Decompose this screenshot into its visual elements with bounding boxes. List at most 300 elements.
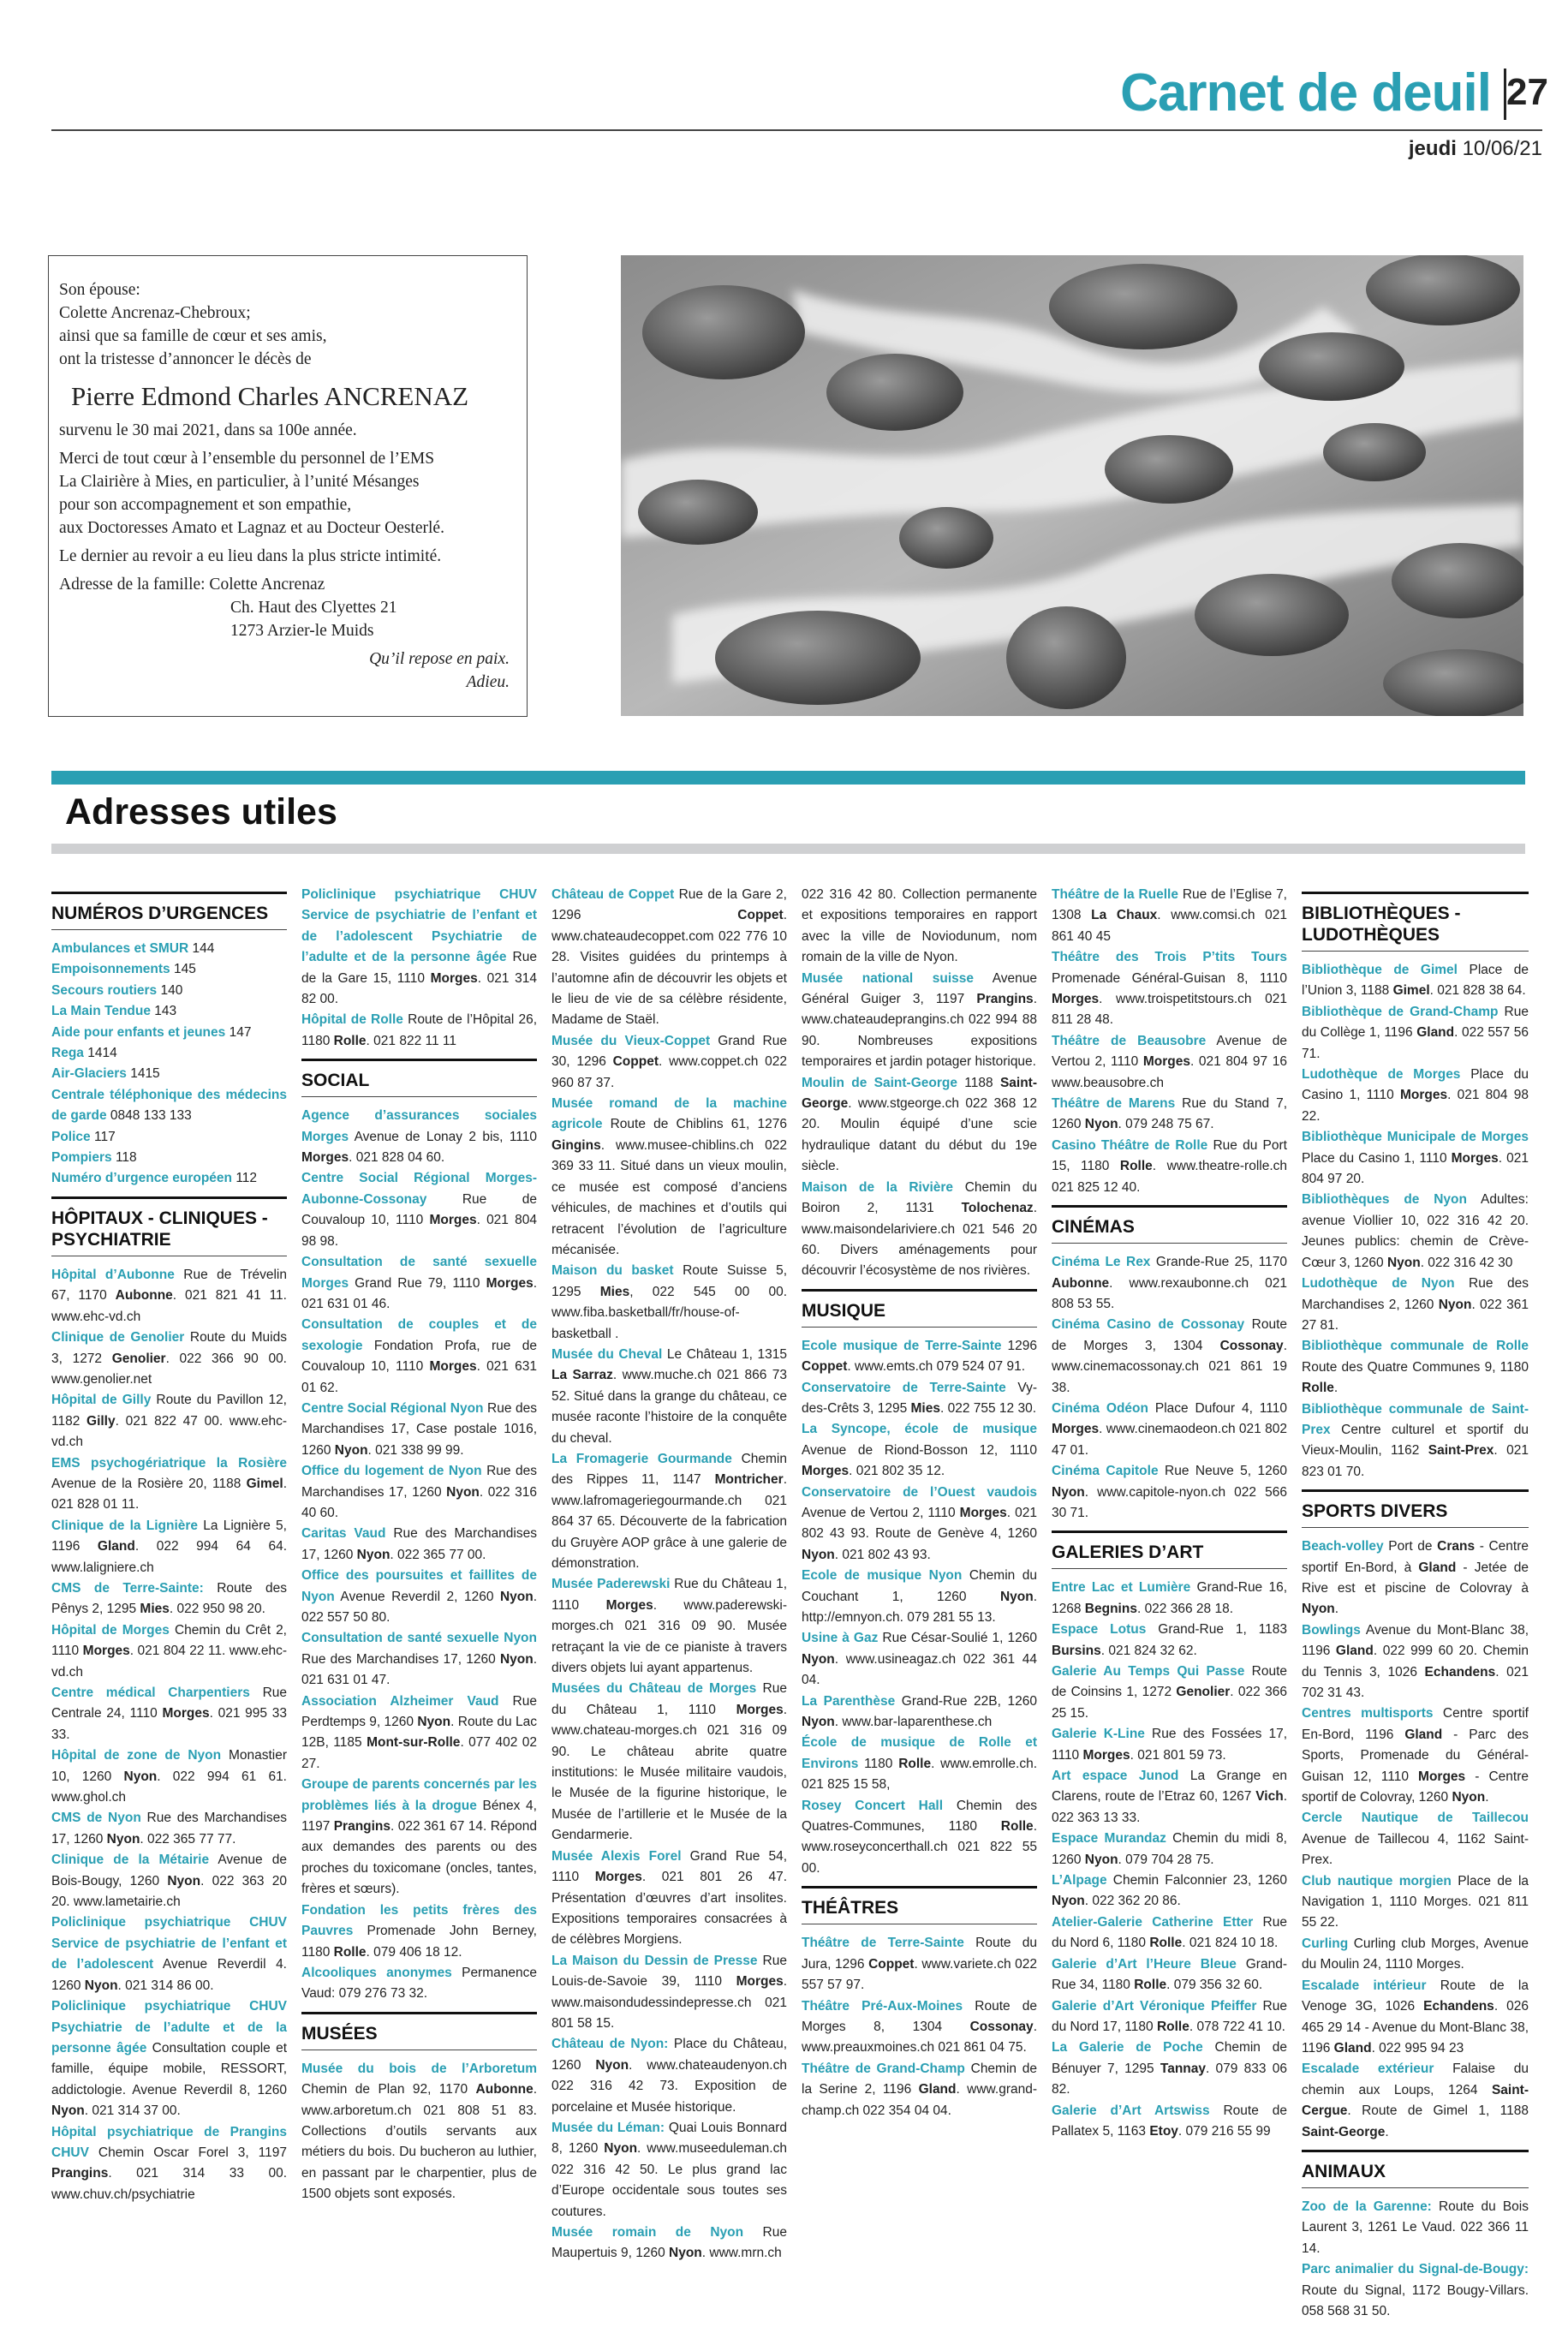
entry-text: Avenue de Vertou 2, 1110 (1052, 1033, 1287, 1070)
category-heading: ANIMAUX (1302, 2150, 1529, 2188)
address-entry (1302, 1703, 1529, 1808)
entry-text: . www.chateaudeprangins.ch 022 994 88 90. Nombreuses expositions temporaires et jardin potager historique. (802, 992, 1037, 1070)
entry-text: Route du Bois Laurent 3, 1261 Le Vaud. 022 366 11 14. (1302, 2199, 1529, 2256)
address-entry (51, 1127, 287, 1148)
address-entry (1052, 1136, 1287, 1198)
address-entry (301, 1775, 537, 1900)
category-heading: CINÉMAS (1052, 1205, 1287, 1244)
entry-text: Rue Louis-de-Savoie 39, 1110 (551, 1953, 787, 1990)
entry-text: . 021 804 97 20. (1302, 1150, 1529, 1187)
category-heading: BIBLIOTHÈQUES - LUDOTHÈQUES (1302, 892, 1529, 952)
entry-text: Place du Casino 1, 1110 (1302, 1067, 1529, 1103)
entry-text: Consultation couple et famille, équipe mobile, RESSORT, addictologie. Avenue Reverdil 8, 1260 (51, 2040, 288, 2097)
entry-text: Grand-Rue 34, 1180 (1052, 1956, 1287, 1993)
entry-locality: Morges (1142, 1054, 1190, 1070)
entry-name: Musée du Léman: (551, 2120, 665, 2135)
entry-locality: Nyon (1052, 1894, 1085, 1909)
entry-locality: Morges (1052, 1422, 1100, 1437)
entry-text: . 021 314 86 00. (117, 1978, 214, 1993)
entry-name: Centre Social Régional Morges-Aubonne-Cossonay (301, 1171, 537, 1207)
address-entry (1302, 1934, 1529, 1976)
entry-locality: Morges (1082, 1747, 1130, 1763)
address-entry (551, 2223, 787, 2264)
entry-text: - Jetée de Rive est et piscine de Colovray à (1302, 1560, 1529, 1596)
address-entry (802, 1796, 1037, 1880)
address-entry (551, 1261, 787, 1345)
entry-text: . 021 702 31 43. (1302, 1664, 1529, 1700)
entry-text: . www.mrn.ch (701, 2246, 782, 2261)
address-entry (1302, 1127, 1529, 1190)
entry-text: . 021 338 99 99. (367, 1442, 464, 1458)
entry-text: Rue des Marchandises 2, 1260 (1302, 1276, 1529, 1312)
entry-name: Curling (1302, 1936, 1349, 1951)
entry-text: . www.variete.ch 022 557 57 97. (802, 1956, 1037, 1993)
entry-text: 1180 (858, 1756, 899, 1771)
address-entry (1052, 1578, 1287, 1620)
entry-text: , 022 545 00 00. www.fiba.basketball/fr/house-of-basketball . (551, 1284, 787, 1341)
entry-text: . 022 557 50 80. (301, 1589, 537, 1625)
entry-locality: La Sarraz (551, 1368, 613, 1383)
entry-text: . 021 804 98 22. (1302, 1088, 1529, 1124)
address-entry (1302, 1399, 1529, 1483)
entry-text: 145 (170, 962, 196, 977)
entry-text: . www.usineagaz.ch 022 361 44 04. (802, 1651, 1037, 1688)
entry-locality: Genolier (1176, 1685, 1231, 1700)
entry-text: . 021 804 98 98. (301, 1213, 537, 1249)
entry-locality: Nyon (84, 1978, 118, 1993)
entry-text: Route Suisse 5, 1295 (551, 1263, 787, 1299)
entry-name: Bibliothèques de Nyon (1302, 1192, 1467, 1208)
entry-name: Ludothèque de Nyon (1302, 1276, 1455, 1292)
address-column-5 (1052, 885, 1287, 2142)
entry-text: Avenue du Mont-Blanc 38, 1196 (1302, 1622, 1529, 1659)
entry-text: Le Château 1, 1315 (662, 1346, 787, 1362)
entry-name: Ambulances et SMUR (51, 941, 189, 956)
entry-text: . 021 822 47 00. www.ehc-vd.ch (51, 1413, 287, 1450)
entry-locality: Morges (162, 1706, 210, 1721)
notice-intro-line: ainsi que sa famille de cœur et ses amis, (59, 327, 327, 345)
entry-name: Policlinique psychiatrique CHUV Service de psychiatrie de l’enfant et de l’adolescent (51, 1915, 287, 1972)
entry-text: Grand Rue 54, 1110 (551, 1848, 787, 1885)
entry-text: . 021 823 01 70. (1302, 1443, 1529, 1479)
notice-farewell: Le dernier au revoir a eu lieu dans la plus stricte intimité. (59, 547, 442, 565)
entry-text: Rue des Marchandises 17, 1260 (301, 1464, 537, 1500)
entry-name: Secours routiers (51, 982, 158, 998)
entry-name: Usine à Gaz (802, 1631, 879, 1646)
entry-name: Musée du bois de l’Arboretum (301, 2061, 537, 2076)
address-entry (1052, 1094, 1287, 1136)
entry-name: Empoisonnements (51, 962, 170, 977)
entry-locality: Aubonne (475, 2082, 534, 2097)
entry-locality: Saint-George (802, 1075, 1037, 1112)
entry-text: Promenade John Berney, 1180 (301, 1924, 537, 1960)
address-entry (802, 1483, 1037, 1566)
entry-text: Avenue Reverdil 4. 1260 (51, 1957, 287, 1993)
address-entry (1052, 1871, 1287, 1912)
entry-name: Agence d’assurances sociales Morges (301, 1108, 537, 1144)
entry-locality: Rolle (1149, 1936, 1183, 1951)
entry-text: . www.chateau-morges.ch 021 316 09 90. Le château abrite quatre institutions: le Musée militaire vaudois, le Musée de la figurine historique, le Musée de l’artillerie et le Musée de la Gendarmerie. (551, 1702, 787, 1843)
address-entry (802, 1073, 1037, 1178)
entry-name: Moulin de Saint-George (802, 1075, 957, 1090)
address-entry (1052, 1399, 1287, 1461)
entry-locality: Saint-Prex (1428, 1443, 1494, 1459)
entry-text: . 021 802 43 93. Route de Genève 4, 1260 (802, 1505, 1037, 1542)
entry-text: . 077 402 02 27. (301, 1735, 537, 1771)
entry-locality: Vich (1255, 1789, 1284, 1805)
entry-name: Hôpital de zone de Nyon (51, 1748, 222, 1763)
address-entry (301, 885, 537, 1010)
entry-name: Théâtre de Marens (1052, 1096, 1176, 1112)
entry-text: 1415 (126, 1066, 160, 1082)
entry-locality: Morges (802, 1464, 850, 1479)
entry-name: Bibliothèque de Gimel (1302, 963, 1458, 977)
entry-name: La Galerie de Poche (1052, 2040, 1203, 2056)
entry-locality: Nyon (802, 1547, 835, 1562)
entry-text: Chemin du Couchant 1, 1260 (802, 1568, 1037, 1604)
entry-text: . 022 366 90 00. www.genolier.net (51, 1351, 287, 1387)
address-entry (551, 1951, 787, 2035)
address-entry (51, 1578, 287, 1620)
entry-locality: Gimel (246, 1476, 283, 1491)
entry-text: Avenue de Vertou 2, 1110 (802, 1505, 960, 1520)
entry-name: Groupe de parents concernés par les problèmes liés à la drogue (301, 1777, 537, 1813)
entry-name: Clinique de Genolier (51, 1330, 185, 1345)
entry-name: Escalade extérieur (1302, 2061, 1434, 2077)
entry-name: Musée Alexis Forel (551, 1848, 682, 1864)
category-heading: NUMÉROS D’URGENCES (51, 892, 287, 930)
entry-locality: Nyon (106, 1831, 140, 1847)
address-entry (551, 885, 787, 1031)
death-notice (48, 255, 528, 717)
entry-name: Casino Théâtre de Rolle (1052, 1137, 1208, 1153)
address-entry (1052, 1766, 1287, 1829)
entry-text: Chemin des Rippes 11, 1147 (551, 1451, 787, 1488)
address-entry (301, 1692, 537, 1775)
address-entry (301, 1168, 537, 1252)
entry-text: Route du Signal, 1172 Bougy-Villars. 058 568 31 50. (1302, 2282, 1529, 2318)
address-entry (802, 1378, 1037, 1420)
entry-name: Galerie d’Art Artswiss (1052, 2103, 1210, 2118)
entry-name: EMS psychogériatrique la Rosière (51, 1455, 287, 1471)
entry-text: Route de Morges 8, 1304 (802, 1998, 1037, 2034)
entry-locality: Gland (1418, 1560, 1457, 1575)
entry-text: . 021 802 35 12. (849, 1464, 945, 1479)
entry-name: Théâtre Pré-Aux-Moines (802, 1998, 963, 2014)
entry-text: Chemin du Boiron 2, 1131 (802, 1179, 1038, 1216)
entry-locality: Morges (605, 1597, 653, 1613)
entry-name: Consultation de santé sexuelle Nyon (301, 1631, 537, 1646)
address-entry (802, 1933, 1037, 1996)
entry-name: Musée du Vieux-Coppet (551, 1033, 711, 1048)
notice-intro-line: ont la tristesse d’annoncer le décès de (59, 350, 312, 368)
entry-locality: Rolle (898, 1756, 932, 1771)
address-entry (301, 1010, 537, 1052)
address-entry (1302, 2259, 1529, 2322)
entry-name: Hôpital de Rolle (301, 1012, 403, 1028)
entry-name: Fondation les petits frères des Pauvres (301, 1902, 537, 1939)
entry-locality: Nyon (999, 1589, 1034, 1604)
entry-text: . 022 366 25 15. (1052, 1685, 1287, 1721)
entry-locality: Mies (140, 1602, 170, 1617)
entry-locality: Coppet (802, 1359, 848, 1375)
entry-text: Place de la Navigation 1, 1110 Morges. 021 811 55 22. (1302, 1873, 1529, 1930)
entry-name: Cinéma Odéon (1052, 1400, 1148, 1416)
entry-text: Rue César-Soulié 1, 1260 (878, 1631, 1037, 1646)
address-entry (551, 2118, 787, 2223)
address-entry (1052, 1662, 1287, 1724)
entry-locality: Nyon (1302, 1602, 1335, 1617)
entry-text: . 079 356 32 60. (1166, 1978, 1263, 1993)
notice-thanks-line: La Clairière à Mies, en particulier, à l’unité Mésanges (59, 473, 420, 491)
address-entry (51, 1808, 287, 1850)
entry-text: . www.comsi.ch 021 861 40 45 (1052, 908, 1287, 944)
entry-text: Place du Casino 1, 1110 (1302, 1150, 1452, 1166)
address-entry (1302, 1190, 1529, 1274)
entry-name: Hôpital d’Aubonne (51, 1267, 175, 1282)
entry-locality: Morges (736, 1974, 784, 1990)
entry-text: Adultes: avenue Viollier 10, 022 316 42 20. Jeunes publics: chemin de Crève-Cœur 3, 1260 (1302, 1192, 1529, 1270)
entry-text: . 079 704 28 75. (1118, 1852, 1214, 1867)
entry-name: Art espace Junod (1052, 1769, 1179, 1784)
entry-name: Galerie d’Art l’Heure Bleue (1052, 1956, 1237, 1972)
entry-locality: Nyon (802, 1651, 835, 1667)
entry-locality: Nyon (1452, 1790, 1486, 1805)
address-entry (551, 1031, 787, 1094)
address-entry (1052, 1724, 1287, 1766)
entry-locality: Begnins (1084, 1601, 1137, 1616)
entry-text: Place de l’Union 3, 1188 (1302, 963, 1529, 999)
entry-text: 117 (90, 1129, 116, 1144)
entry-name: Bibliothèque de Grand-Champ (1302, 1004, 1499, 1019)
entry-name: Atelier-Galerie Catherine Etter (1052, 1914, 1254, 1930)
address-entry (301, 2059, 537, 2205)
address-entry (1302, 960, 1529, 1002)
address-entry (1052, 2038, 1287, 2100)
entry-text: . 079 833 06 82. (1052, 2061, 1287, 2097)
entry-locality: Nyon (1084, 1117, 1118, 1132)
entry-text: . 022 363 20 20. www.lametairie.ch (51, 1873, 287, 1910)
entry-text: Chemin de la Serine 2, 1196 (802, 2061, 1038, 2097)
entry-text: Grand-Rue 22B, 1260 (895, 1693, 1037, 1709)
entry-name: Conservatoire de Terre-Sainte (802, 1380, 1006, 1395)
section-bar (51, 771, 1525, 785)
entry-locality: Gilly (86, 1413, 116, 1429)
entry-text: Avenue de Taillecou 4, 1162 Saint-Prex. (1302, 1831, 1529, 1868)
entry-name: Police (51, 1129, 91, 1144)
address-entry (1302, 1536, 1529, 1620)
entry-locality: Gland (1333, 2040, 1372, 2056)
entry-name: Escalade intérieur (1302, 1978, 1427, 1993)
entry-name: Espace Murandaz (1052, 1831, 1166, 1847)
entry-text: . www.emrolle.ch. 021 825 15 58, (802, 1756, 1037, 1793)
entry-name: Zoo de la Garenne: (1302, 2199, 1432, 2214)
address-entry (301, 1461, 537, 1524)
entry-text: . www.maisondudessindepresse.ch 021 801 58 15. (551, 1974, 787, 2031)
address-entry (51, 1745, 287, 1808)
entry-text: Grand Rue 30, 1296 (551, 1033, 787, 1070)
address-entry (301, 1628, 537, 1691)
address-entry (1052, 947, 1287, 1031)
address-entry (1052, 1252, 1287, 1315)
entry-locality: Nyon (604, 2141, 638, 2157)
entry-text: . (1334, 1602, 1339, 1617)
notice-intro-line: Son épouse: (59, 281, 140, 299)
entry-name: Air-Glaciers (51, 1066, 127, 1082)
address-entry (802, 1692, 1037, 1733)
notice-address-line: 1273 Arzier-le Muids (230, 622, 374, 640)
entry-text: . 021 802 43 93. (834, 1547, 931, 1562)
address-entry (51, 2122, 287, 2206)
address-entry (301, 1399, 537, 1461)
address-entry (51, 1085, 287, 1127)
entry-text: Route de Pallatex 5, 1163 (1052, 2103, 1287, 2139)
entry-text: Centre culturel et sportif du Vieux-Moulin, 1162 (1302, 1422, 1529, 1459)
entry-locality: Rolle (1156, 2019, 1189, 2034)
entry-name: Bibliothèque communale de Rolle (1302, 1339, 1529, 1354)
issue-date-value: 10/06/21 (1462, 137, 1542, 160)
entry-locality: Rolle (1134, 1978, 1167, 1993)
entry-text: 143 (150, 1004, 177, 1019)
entry-name: Musée romain de Nyon (551, 2225, 744, 2240)
entry-locality: Rolle (1302, 1381, 1334, 1396)
entry-locality: Nyon (51, 2103, 85, 2119)
address-entry (802, 1628, 1037, 1691)
entry-name: Office du logement de Nyon (301, 1464, 482, 1479)
entry-locality: Echandens (1424, 1664, 1496, 1680)
notice-closing-line: Adieu. (466, 673, 510, 691)
entry-text: . 026 465 29 14 - Avenue du Mont-Blanc 38, 1196 (1302, 1999, 1529, 2056)
address-column-2 (301, 885, 537, 2205)
entry-locality: Rolle (333, 1033, 367, 1048)
entry-text: . 021 631 01 62. (301, 1359, 537, 1395)
address-entry (1302, 1808, 1529, 1871)
address-entry (51, 1683, 287, 1745)
entry-text: Avenue Reverdil 2, 1260 (334, 1589, 500, 1604)
address-entry (301, 1524, 537, 1566)
address-entry (1052, 1461, 1287, 1524)
entry-locality: Nyon (499, 1651, 534, 1667)
notice-address-line: Ch. Haut des Clyettes 21 (230, 599, 397, 617)
entry-name: Entre Lac et Lumière (1052, 1580, 1191, 1596)
address-entry (551, 1847, 787, 1951)
entry-text: Centre sportif En-Bord, 1196 (1302, 1706, 1529, 1742)
address-entry (551, 1574, 787, 1679)
entry-text: . www.paderewski-morges.ch 021 316 09 90. Musée retraçant la vie de ce pianiste à travers divers objets lui ayant appartenus. (551, 1597, 787, 1676)
entry-locality: Tolochenaz (961, 1201, 1034, 1216)
entry-text: Rue des Marchandises 17, 1260 (51, 1811, 287, 1847)
address-entry (51, 939, 287, 959)
address-entry (51, 981, 287, 1001)
entry-locality: Prangins (976, 992, 1034, 1007)
section-underline (51, 844, 1525, 854)
entry-text: Rue du Port 15, 1180 (1052, 1137, 1287, 1174)
entry-name: Hôpital de Morges (51, 1622, 170, 1638)
notice-thanks-line: Merci de tout cœur à l’ensemble du personnel de l’EMS (59, 450, 435, 468)
entry-text: . www.troispetitstours.ch 021 811 28 48. (1052, 992, 1287, 1028)
address-entry (301, 1900, 537, 1963)
entry-locality: Morges (594, 1870, 642, 1885)
entry-text: . www.emts.ch 079 524 07 91. (847, 1359, 1026, 1375)
entry-text: Chemin Oscar Forel 3, 1197 (88, 2145, 287, 2160)
entry-text: . 022 994 61 61. www.ghol.ch (51, 1769, 287, 1805)
address-entry (1302, 2197, 1529, 2259)
page-number: 27 (1506, 71, 1548, 113)
entry-locality: Nyon (1438, 1297, 1472, 1312)
entry-text: . 021 801 59 73. (1130, 1747, 1226, 1763)
entry-text: . www.rexaubonne.ch 021 808 53 55. (1052, 1275, 1287, 1311)
entry-name: CMS de Nyon (51, 1811, 141, 1826)
notice-address-label: Adresse de la famille: Colette Ancrenaz (59, 576, 325, 594)
entry-name: La Parenthèse (802, 1693, 896, 1709)
entry-text: Place Dufour 4, 1110 (1148, 1400, 1287, 1416)
address-entry (1302, 1336, 1529, 1399)
entry-text: . 021 828 04 60. (349, 1150, 445, 1166)
entry-locality: Nyon (123, 1769, 158, 1784)
entry-locality: Gland (1404, 1727, 1443, 1742)
entry-locality: Rolle (1119, 1159, 1153, 1174)
entry-text: . 022 755 12 30. (939, 1400, 1037, 1416)
entry-text: Avenue de la Rosière 20, 1188 (51, 1476, 247, 1491)
entry-name: Maison de la Rivière (802, 1179, 954, 1195)
entry-text: Rue Maupertuis 9, 1260 (551, 2225, 787, 2261)
entry-locality: Morges (430, 970, 478, 986)
entry-locality: Gland (1335, 1644, 1374, 1659)
entry-text: Route de l’Hôpital 26, 1180 (301, 1012, 538, 1048)
address-entry (1302, 1620, 1529, 1704)
entry-text: . 021 824 10 18. (1182, 1936, 1279, 1951)
entry-locality: Gimel (1392, 983, 1430, 999)
entry-text: Rue des Marchandises 17, 1260 (301, 1651, 500, 1667)
entry-text: La Lignière 5, 1196 (51, 1518, 287, 1554)
entry-locality: Nyon (1084, 1852, 1118, 1867)
entry-locality: Nyon (167, 1873, 201, 1888)
entry-text: . 078 722 41 10. (1189, 2019, 1285, 2034)
entry-name: Cinéma Casino de Cossonay (1052, 1317, 1245, 1333)
entry-name: Alcooliques anonymes (301, 1965, 452, 1980)
deceased-name: Pierre Edmond Charles ANCRENAZ (71, 381, 469, 411)
entry-text: Route du Pavillon 12, 1182 (51, 1393, 287, 1429)
entry-name: Centre médical Charpentiers (51, 1686, 250, 1700)
notice-thanks-line: pour son accompagnement et son empathie, (59, 496, 352, 514)
entry-name: Policlinique psychiatrique CHUV Service de psychiatrie de l’enfant et de l’adolescent Psychiatrie de l’adulte et de la personne âgée (301, 887, 537, 965)
entry-locality: Crans (1437, 1539, 1476, 1554)
entry-name: Clinique de la Lignière (51, 1518, 199, 1533)
entry-locality: Mont-sur-Rolle (367, 1735, 461, 1751)
address-entry (802, 969, 1037, 1073)
entry-locality: Morges (736, 1702, 784, 1717)
category-heading: MUSÉES (301, 2012, 537, 2050)
address-entry (301, 1963, 537, 2005)
entry-locality: Coppet (868, 1956, 915, 1972)
address-entry (301, 1106, 537, 1168)
entry-name: Office des poursuites et faillites de Nyon (301, 1568, 537, 1604)
entry-locality: Nyon (334, 1442, 368, 1458)
entry-text: . 021 822 11 11 (366, 1033, 456, 1048)
entry-text: . 022 361 67 14. Répond aux demandes des parents ou des proches du toxicomane (oncles, tantes, frères et sœurs). (301, 1819, 537, 1897)
entry-locality: Gland (1416, 1025, 1455, 1041)
address-entry (1052, 1912, 1287, 1954)
address-entry (51, 1328, 287, 1390)
entry-text: 140 (157, 982, 183, 998)
entry-text: . www.maisondelariviere.ch 021 546 20 60. Divers aménagements pour découvrir l’écosystème de nos rivières. (802, 1201, 1037, 1279)
entry-text: Route de Morges 3, 1304 (1052, 1317, 1287, 1353)
entry-text: . www.stgeorge.ch 022 368 12 20. Moulin équipé d’une scie hydraulique datant du début du 19e siècle. (802, 1096, 1037, 1174)
entry-text: Promenade Général-Guisan 8, 1110 (1052, 970, 1287, 986)
entry-text: Curling club Morges, Avenue du Moulin 24, 1110 Morges. (1302, 1936, 1529, 1972)
address-entry (802, 1996, 1037, 2059)
entry-name: Aide pour enfants et jeunes (51, 1024, 226, 1040)
